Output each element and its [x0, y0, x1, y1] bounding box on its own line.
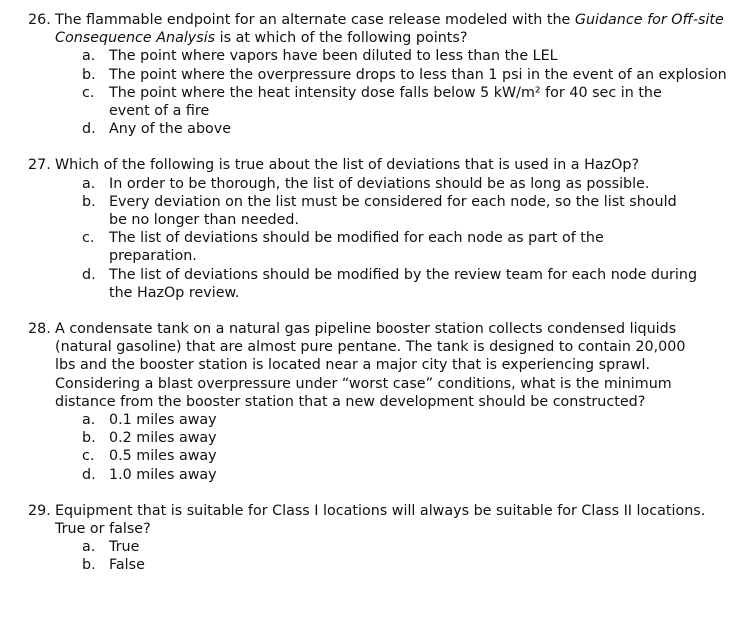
option-text: False — [109, 557, 145, 574]
question-text: Equipment that is suitable for Class I locations will always be suitable for Class II locations. True or false? — [55, 502, 706, 538]
question-number: 26. — [28, 12, 51, 28]
option-list — [55, 538, 735, 574]
option-b — [28, 556, 735, 574]
option-list — [55, 411, 691, 484]
question-26 — [28, 11, 735, 138]
option-text: 0.5 miles away — [109, 448, 217, 465]
option-text: 0.1 miles away — [109, 412, 217, 429]
option-b — [28, 193, 689, 229]
option-text: 1.0 miles away — [109, 466, 217, 483]
option-letter: d. — [82, 121, 96, 138]
option-letter: a. — [82, 539, 96, 556]
option-d — [28, 120, 735, 138]
option-c — [28, 447, 691, 465]
question-number: 29. — [28, 502, 51, 519]
option-letter: a. — [82, 175, 96, 192]
question-number: 27. — [28, 157, 51, 174]
option-text: The point where the overpressure drops to less than 1 psi in the event of an explosion — [109, 66, 727, 83]
option-letter: d. — [82, 466, 96, 483]
option-text: Any of the above — [109, 121, 232, 138]
option-letter: a. — [82, 48, 96, 65]
option-a — [28, 538, 735, 556]
option-a — [28, 411, 691, 429]
option-text: The list of deviations should be modified by the review team for each node during the HazOp review. — [109, 266, 698, 301]
quiz-document — [28, 11, 727, 575]
option-letter: d. — [82, 266, 96, 283]
question-number: 28. — [28, 321, 51, 338]
question-28 — [28, 320, 691, 484]
question-text: The flammable endpoint for an alternate case release modeled with the Guidance for Off-site Consequence Analysis is at which of the following points? — [55, 12, 724, 47]
option-letter: b. — [82, 557, 96, 574]
question-text: Which of the following is true about the list of deviations that is used in a HazOp? — [55, 157, 640, 174]
option-list — [55, 175, 735, 302]
option-letter: b. — [82, 193, 96, 210]
guidance-title: Guidance for Off-site Consequence Analysis — [55, 12, 724, 47]
option-b — [28, 66, 735, 84]
option-text: Every deviation on the list must be considered for each node, so the list should be no longer than needed. — [109, 193, 677, 229]
question-27 — [28, 156, 735, 302]
option-text: The list of deviations should be modified for each node as part of the preparation. — [109, 230, 604, 265]
option-c — [28, 84, 697, 120]
option-a — [28, 175, 735, 193]
option-letter: c. — [82, 230, 95, 247]
question-29 — [28, 502, 735, 575]
option-text: The point where the heat intensity dose falls below 5 kW/m² for 40 sec in the event of a fire — [109, 84, 662, 120]
option-letter: c. — [82, 448, 95, 465]
option-letter: b. — [82, 430, 96, 447]
option-letter: a. — [82, 412, 96, 429]
option-b — [28, 429, 691, 447]
question-text: A condensate tank on a natural gas pipeline booster station collects condensed liquids (natural gasoline) that are almost pure pentane. The tank is designed to contain 20,000 lbs and the booster station is located near a major city that is experiencing sprawl. Considering a blast overpressure under “worst case” conditions, what is the minimum distance from the booster station that a new development should be constructed? — [55, 321, 686, 410]
option-list — [55, 47, 735, 138]
option-d — [28, 466, 691, 484]
option-text: True — [109, 539, 140, 556]
option-text: 0.2 miles away — [109, 430, 217, 447]
option-text: The point where vapors have been diluted to less than the LEL — [109, 48, 558, 65]
option-c — [28, 229, 674, 265]
option-letter: c. — [82, 84, 95, 101]
option-letter: b. — [82, 66, 96, 83]
option-text: In order to be thorough, the list of deviations should be as long as possible. — [109, 175, 650, 192]
option-a — [28, 47, 735, 65]
option-d — [28, 266, 709, 302]
